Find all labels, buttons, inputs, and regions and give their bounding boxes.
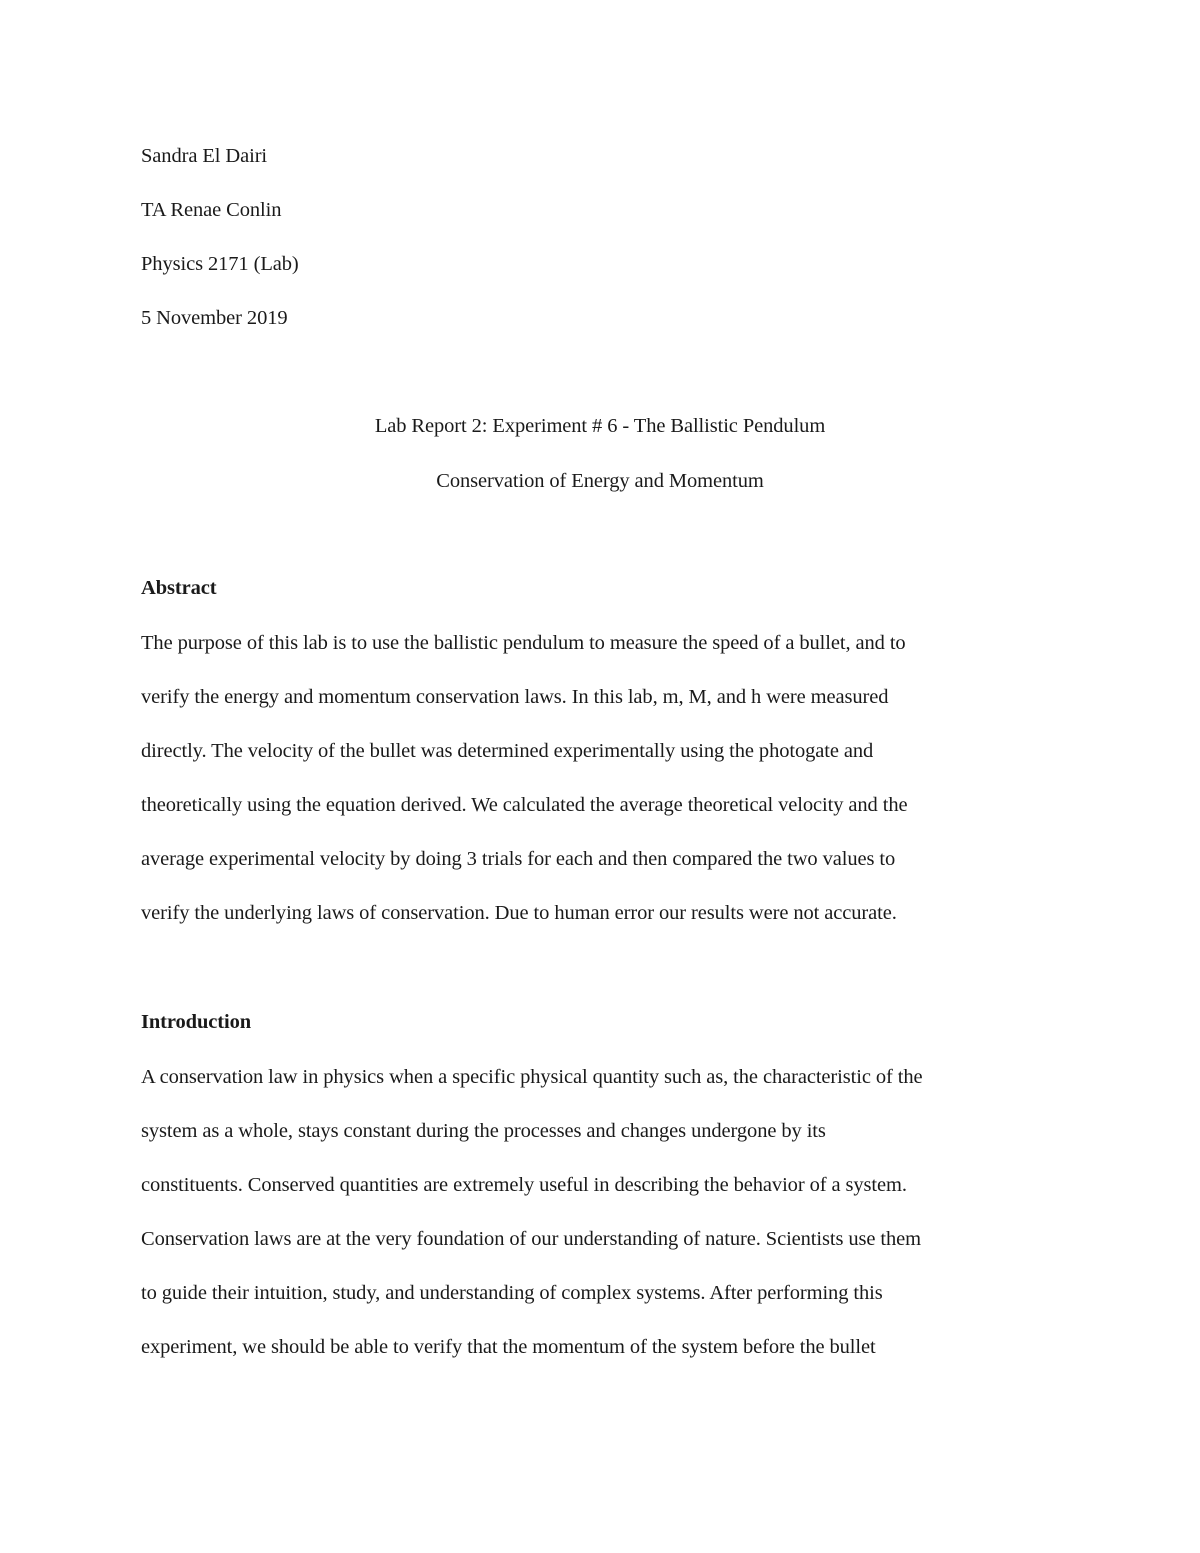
abstract-section (141, 574, 1061, 953)
introduction-line: system as a whole, stays constant during the processes and changes undergone by its (141, 1120, 826, 1142)
abstract-line: verify the underlying laws of conservation. Due to human error our results were not accurate. (141, 902, 897, 924)
abstract-heading: Abstract (141, 577, 217, 599)
author-header (141, 142, 1061, 358)
introduction-line: experiment, we should be able to verify that the momentum of the system before the bullet (141, 1336, 876, 1358)
course-name: Physics 2171 (Lab) (141, 253, 299, 275)
report-title: Lab Report 2: Experiment # 6 - The Ballistic Pendulum (374, 415, 826, 437)
author-name: Sandra El Dairi (141, 145, 268, 167)
introduction-heading: Introduction (141, 1011, 252, 1033)
abstract-line: verify the energy and momentum conservation laws. In this lab, m, M, and h were measured (141, 686, 889, 708)
report-subtitle: Conservation of Energy and Momentum (436, 470, 764, 492)
report-date: 5 November 2019 (141, 307, 288, 329)
introduction-line: to guide their intuition, study, and understanding of complex systems. After performing this (141, 1282, 883, 1304)
instructor-name: TA Renae Conlin (141, 199, 282, 221)
abstract-line: directly. The velocity of the bullet was determined experimentally using the photogate and (141, 740, 874, 762)
introduction-line: constituents. Conserved quantities are extremely useful in describing the behavior of a system. (141, 1174, 907, 1196)
abstract-line: theoretically using the equation derived. We calculated the average theoretical velocity and the (141, 794, 908, 816)
introduction-section (141, 1008, 1061, 1387)
introduction-line: A conservation law in physics when a specific physical quantity such as, the characteristic of the (141, 1066, 923, 1088)
introduction-line: Conservation laws are at the very foundation of our understanding of nature. Scientists use them (141, 1228, 922, 1250)
abstract-line: average experimental velocity by doing 3 trials for each and then compared the two values to (141, 848, 896, 870)
abstract-line: The purpose of this lab is to use the ballistic pendulum to measure the speed of a bullet, and to (141, 632, 906, 654)
report-title-block (0, 412, 1200, 522)
